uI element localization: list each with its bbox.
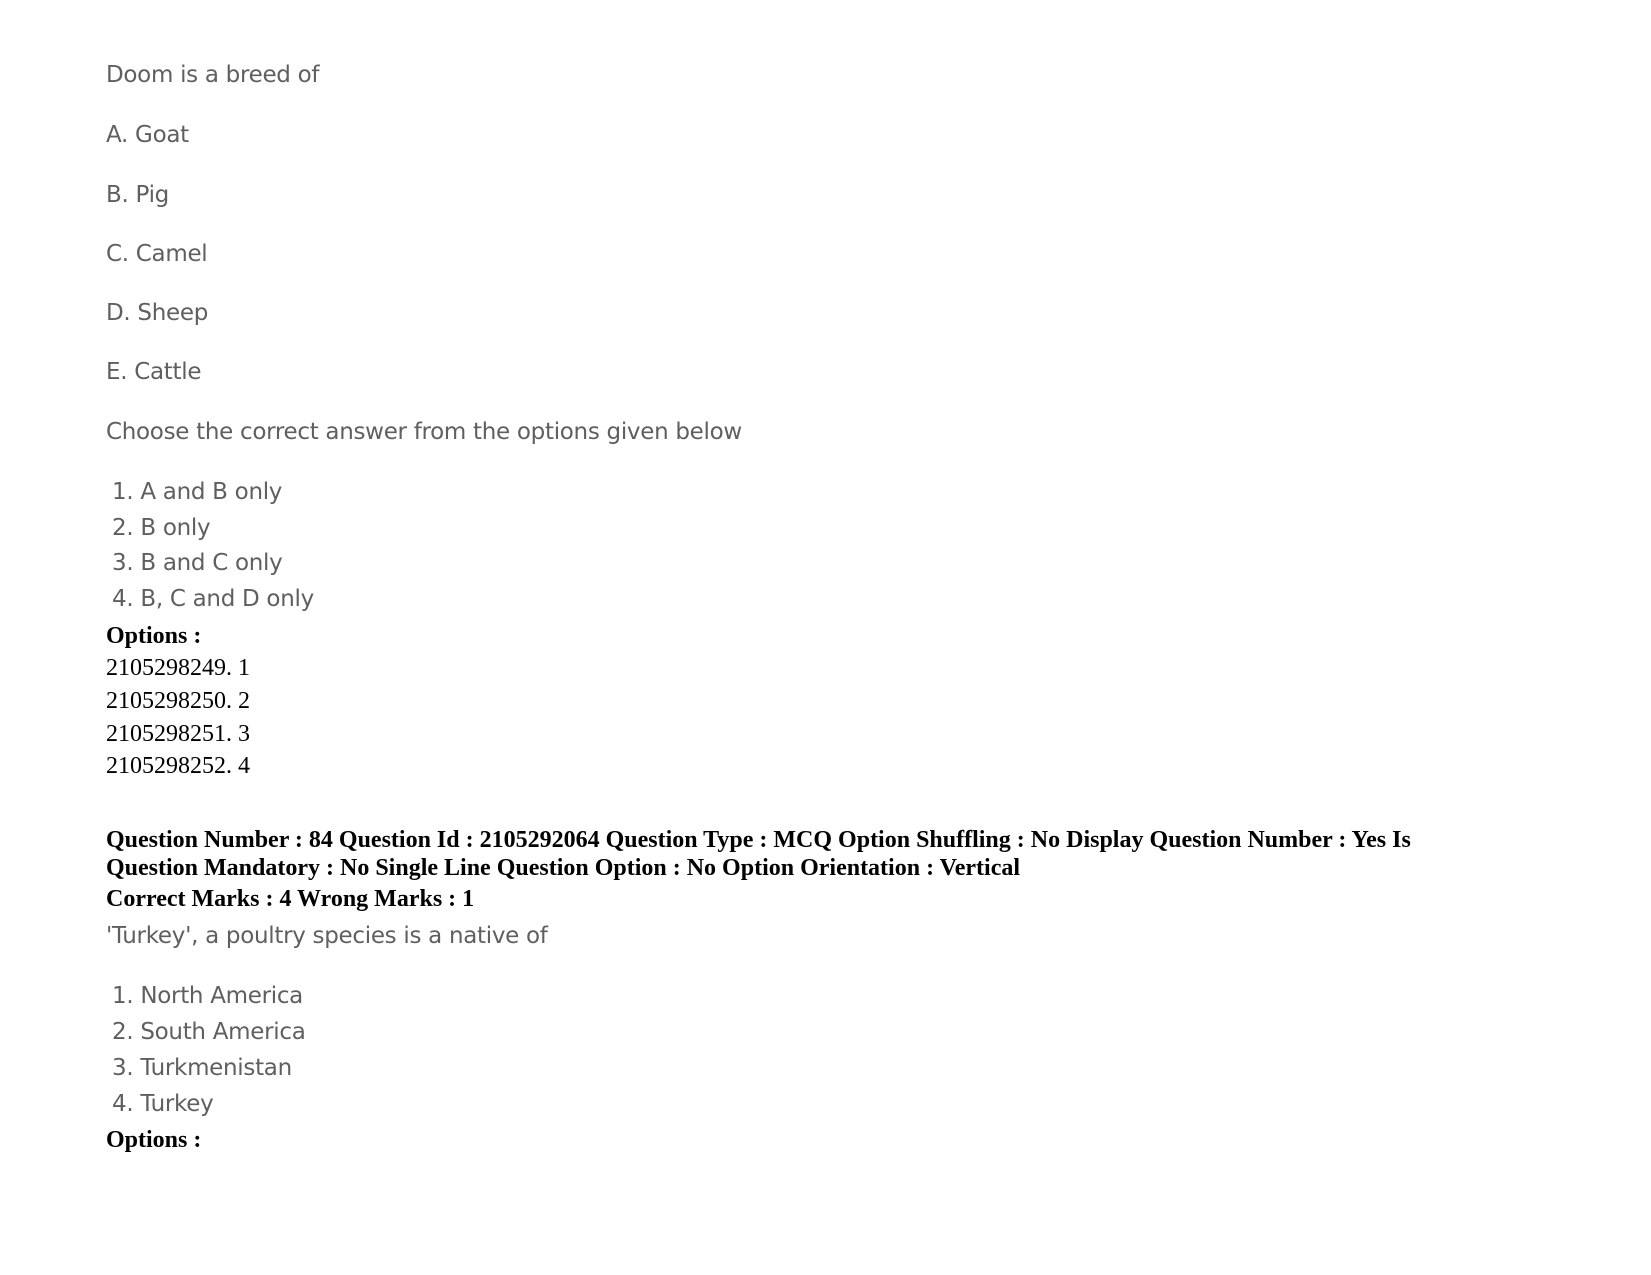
answer-choice: 3. Turkmenistan (112, 1055, 292, 1081)
answer-choice: 4. B, C and D only (112, 586, 314, 612)
option-id: 2105298250. 2 (106, 688, 250, 714)
option-id: 2105298249. 1 (106, 655, 250, 681)
question-meta (106, 826, 1566, 882)
answer-choice: 3. B and C only (112, 550, 283, 576)
answer-choice: 1. A and B only (112, 479, 283, 505)
answer-choice: 2. South America (112, 1019, 306, 1045)
answer-choice: 1. North America (112, 983, 303, 1009)
question-stem: Doom is a breed of (106, 62, 320, 88)
question-meta-line: Question Number : 84 Question Id : 2105292064 Question Type : MCQ Option Shuffling : No Display Question Number : Yes Is (106, 827, 1411, 853)
marks-info: Correct Marks : 4 Wrong Marks : 1 (106, 886, 475, 912)
option-id: 2105298251. 3 (106, 721, 250, 747)
statement-item: C. Camel (106, 241, 208, 267)
statement-item: E. Cattle (106, 359, 202, 385)
statement-item: A. Goat (106, 122, 189, 148)
question-meta-line: Question Mandatory : No Single Line Question Option : No Option Orientation : Vertical (106, 855, 1021, 881)
answer-choice: 2. B only (112, 515, 211, 541)
options-heading: Options : (106, 1127, 202, 1153)
option-id: 2105298252. 4 (106, 753, 250, 779)
options-heading: Options : (106, 623, 202, 649)
statement-item: B. Pig (106, 182, 169, 208)
answer-instruction: Choose the correct answer from the options given below (106, 419, 742, 445)
answer-choice: 4. Turkey (112, 1091, 214, 1117)
question-stem: 'Turkey', a poultry species is a native of (106, 923, 548, 949)
statement-item: D. Sheep (106, 300, 209, 326)
